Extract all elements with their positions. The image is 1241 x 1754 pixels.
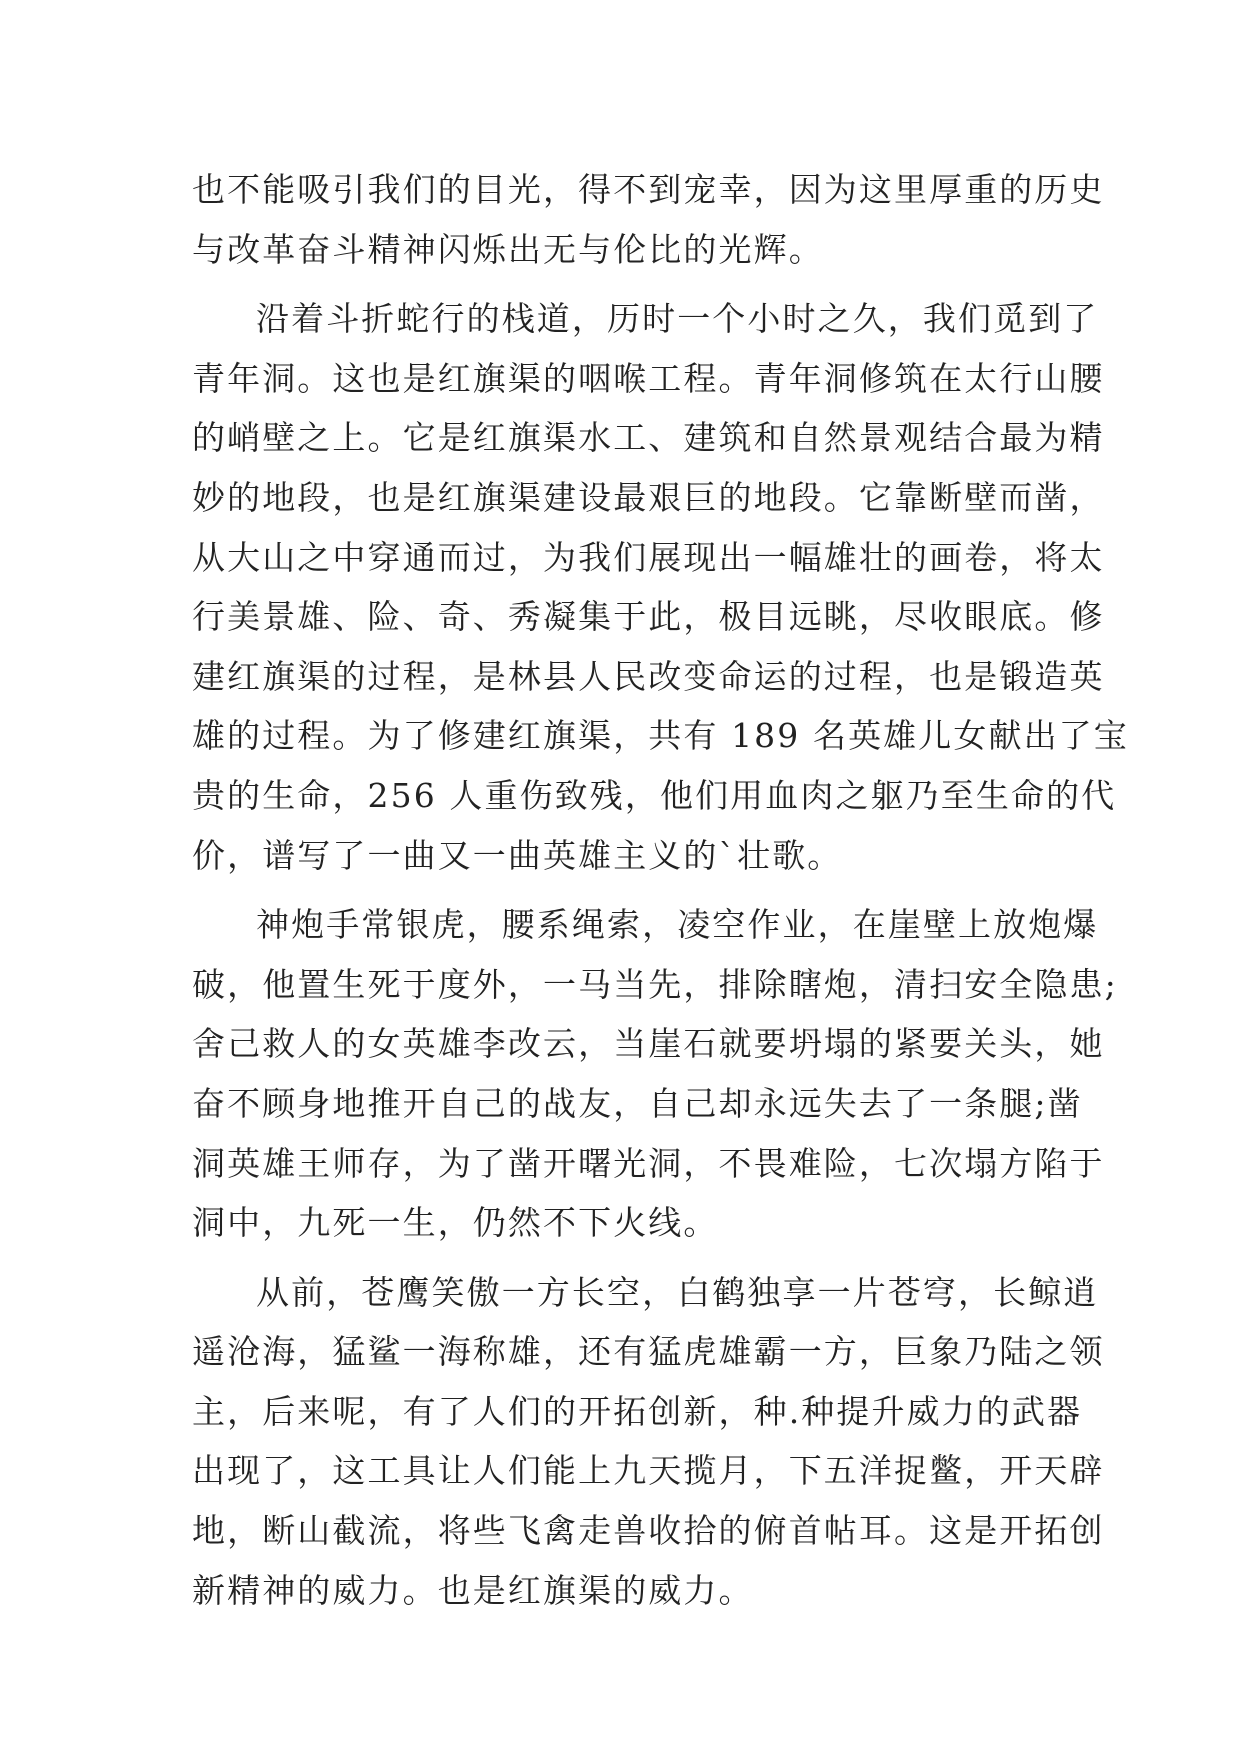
text-line: 破，他置生死于度外，一马当先，排除瞎炮，清扫安全隐患; xyxy=(192,964,1118,1004)
text-line: 新精神的威力。也是红旗渠的威力。 xyxy=(192,1570,754,1610)
text-line: 建红旗渠的过程，是林县人民改变命运的过程，也是锻造英 xyxy=(192,656,1105,696)
paragraph-3 xyxy=(192,895,1118,1253)
text-line: 舍己救人的女英雄李改云，当崖石就要坍塌的紧要关头，她 xyxy=(192,1024,1105,1064)
text-line: 遥沧海，猛鲨一海称雄，还有猛虎雄霸一方，巨象乃陆之领 xyxy=(192,1332,1105,1372)
text-line: 从前，苍鹰笑傲一方长空，白鹤独享一片苍穹，长鲸逍 xyxy=(256,1272,1099,1312)
text-line: 行美景雄、险、奇、秀凝集于此，极目远眺，尽收眼底。修 xyxy=(192,597,1105,637)
text-line: 出现了，这工具让人们能上九天揽月，下五洋捉鳖，开天辟 xyxy=(192,1451,1105,1491)
body-text xyxy=(192,160,1129,1620)
text-line: 主，后来呢，有了人们的开拓创新，种.种提升威力的武器 xyxy=(192,1391,1083,1431)
text-line: 与改革奋斗精神闪烁出无与伦比的光辉。 xyxy=(192,229,824,269)
paragraph-4 xyxy=(192,1263,1105,1621)
text-line: 妙的地段，也是红旗渠建设最艰巨的地段。它靠断壁而凿， xyxy=(192,477,1105,517)
text-line: 奋不顾身地推开自己的战友，自己却永远失去了一条腿;凿 xyxy=(192,1083,1083,1123)
text-line: 洞中，九死一生，仍然不下火线。 xyxy=(192,1203,719,1243)
text-line: 的峭壁之上。它是红旗渠水工、建筑和自然景观结合最为精 xyxy=(192,418,1105,458)
text-line: 也不能吸引我们的目光，得不到宠幸，因为这里厚重的历史 xyxy=(192,170,1105,209)
text-line: 地，断山截流，将些飞禽走兽收拾的俯首帖耳。这是开拓创 xyxy=(192,1511,1105,1551)
text-line: 青年洞。这也是红旗渠的咽喉工程。青年洞修筑在太行山腰 xyxy=(192,358,1105,398)
text-line: 从大山之中穿通而过，为我们展现出一幅雄壮的画卷，将太 xyxy=(192,537,1105,577)
text-line: 洞英雄王师存，为了凿开曙光洞，不畏难险，七次塌方陷于 xyxy=(192,1143,1105,1183)
text-line: 价，谱写了一曲又一曲英雄主义的`壮歌。 xyxy=(192,835,843,875)
text-line: 贵的生命，256 人重伤致残，他们用血肉之躯乃至生命的代 xyxy=(192,775,1117,815)
text-line: 神炮手常银虎，腰系绳索，凌空作业，在崖壁上放炮爆 xyxy=(256,905,1099,945)
text-line: 沿着斗折蛇行的栈道，历时一个小时之久，我们觅到了 xyxy=(256,299,1099,339)
paragraph-1 xyxy=(192,160,1105,279)
text-line: 雄的过程。为了修建红旗渠，共有 189 名英雄儿女献出了宝 xyxy=(192,716,1129,756)
paragraph-2 xyxy=(192,289,1129,885)
